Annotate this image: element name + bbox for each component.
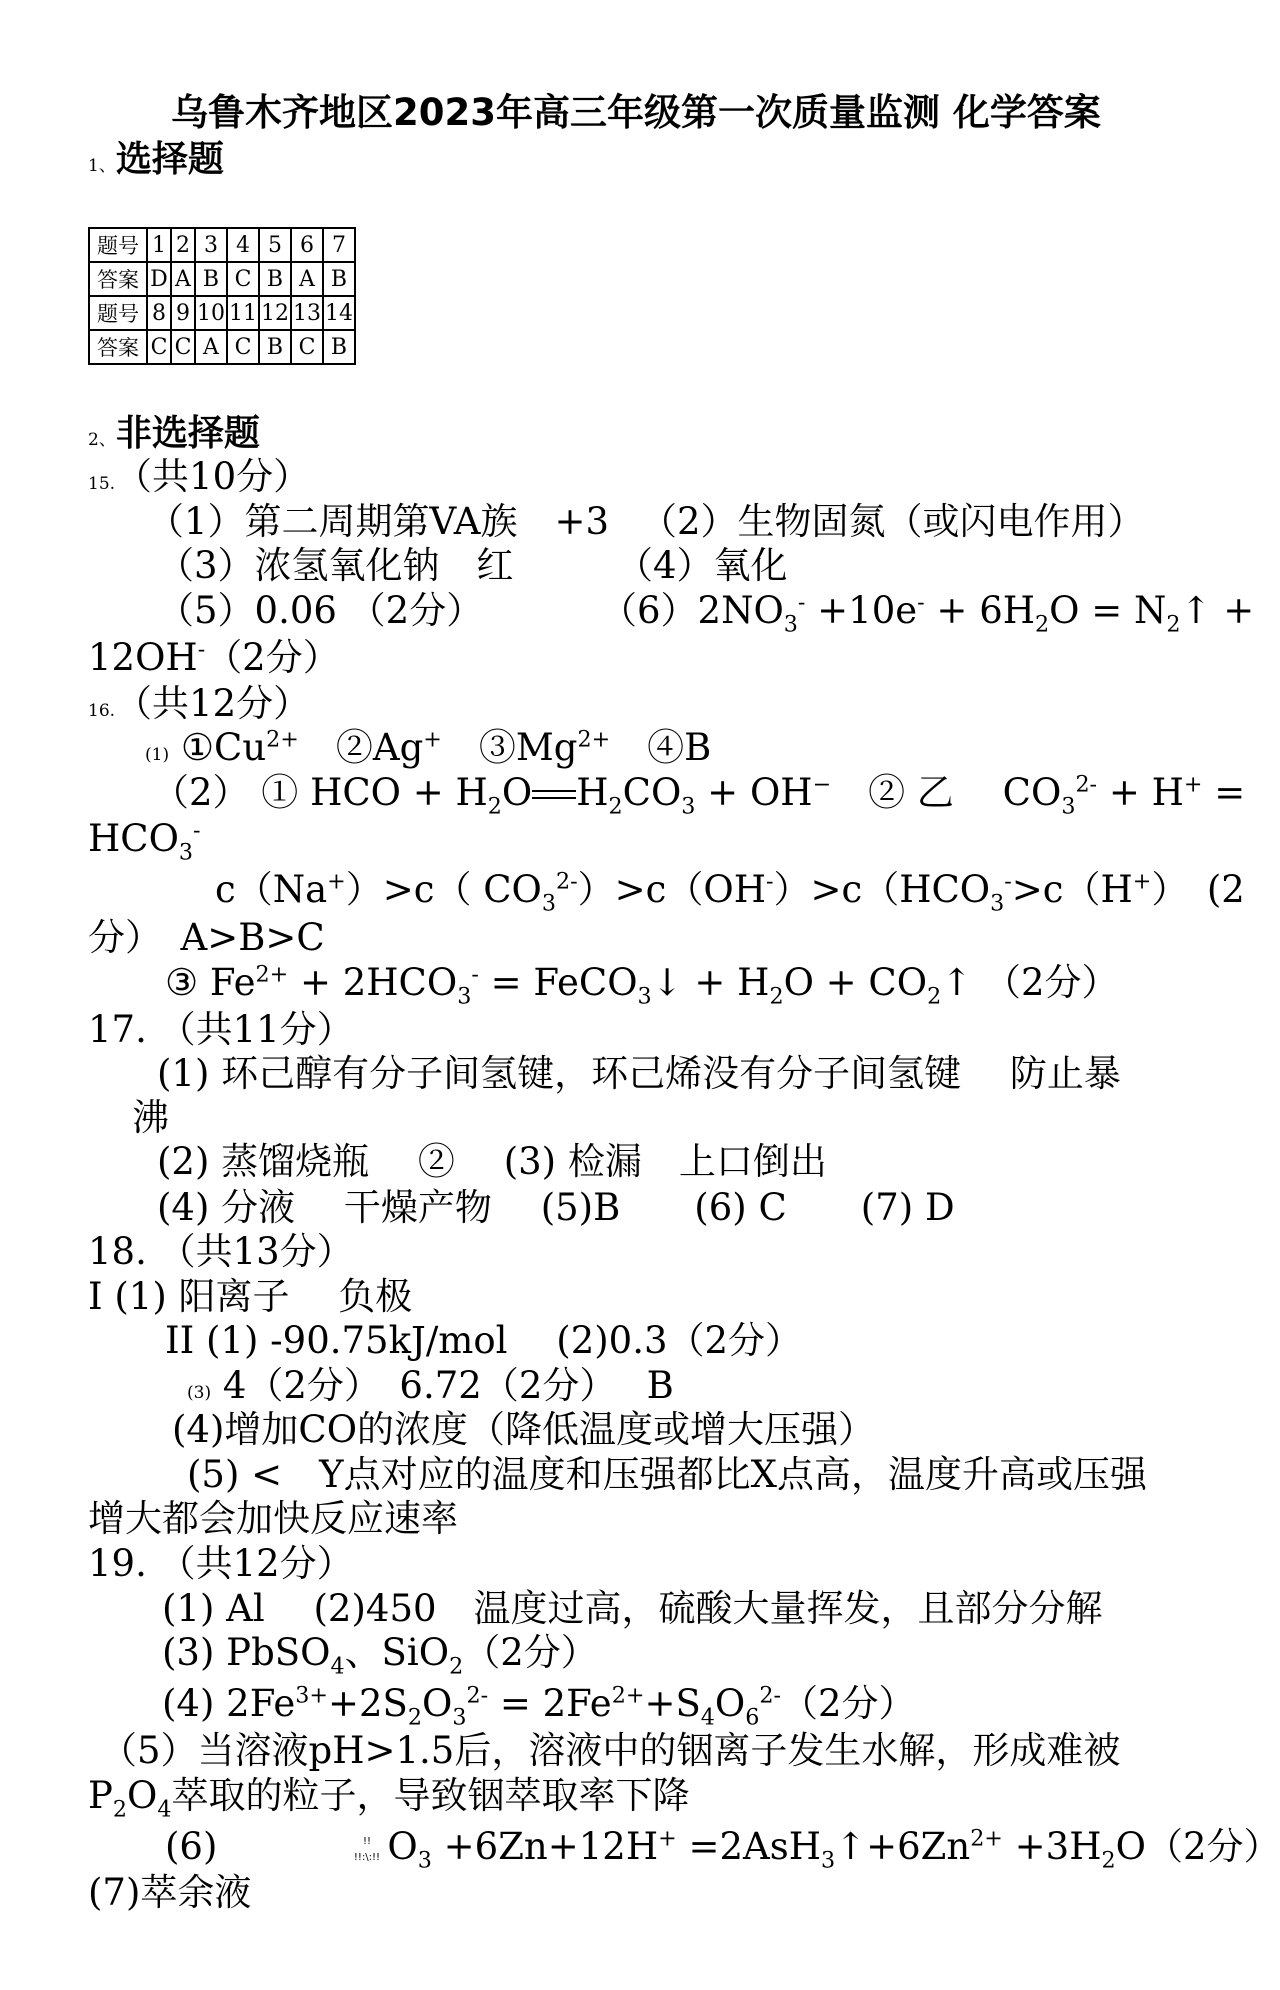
q16-answer-2-cont: $HCO_3^-$ (88, 817, 201, 866)
q16-answer-2: （2） ① HCO + $H_2O$ $H_2CO_3 + OH^-$ ② 乙 $CO_3^{2-} + H^+$ = (152, 771, 1246, 820)
q18-part2-5-cont: 增大都会加快反应速率 (88, 1497, 458, 1540)
svg-text:!!: !! (363, 1835, 372, 1847)
table-cell: B (259, 262, 291, 296)
table-cell: 10 (195, 296, 227, 330)
table-cell: 1 (147, 228, 171, 262)
table-cell: 6 (291, 228, 323, 262)
q16-answer-3: ③ $Fe^{2+} + 2HCO_3^-$ = FeCO$_3$↓ + $H_2O$ + $CO_2↑$ （2分） (165, 961, 1119, 1010)
table-cell: B (259, 330, 291, 364)
table-cell: A (291, 262, 323, 296)
q18-part2-3: (3) 4（2分） 6.72（2分） B (187, 1364, 674, 1407)
q19-answer-1: (1) Al (2)450 温度过高，硫酸大量挥发，且部分分解 (162, 1587, 1103, 1630)
q19-answer-5-cont: $P_2O_4$萃取的粒子，导致铟萃取率下降 (88, 1774, 690, 1823)
table-cell: 8 (147, 296, 171, 330)
table-cell: 3 (195, 228, 227, 262)
section-label: 选择题 (115, 139, 224, 180)
q19-answer-6: (6) !! !!:\:!! $O_3 +6Zn+12H^+$ $=2AsH_3↑+6Zn^{2+} +3H_2O(2$分） (165, 1825, 1280, 1874)
section-heading-choice (88, 138, 224, 187)
multiple-choice-answer-table (88, 227, 356, 365)
garbled-formula-glyph-icon (347, 1830, 387, 1870)
section-number: 1、 (88, 156, 116, 176)
section-number: 2、 (88, 430, 116, 450)
q18-part2-5: (5) < Y点对应的温度和压强都比X点高，温度升高或压强 (187, 1453, 1147, 1496)
table-cell: 11 (227, 296, 259, 330)
table-cell: 14 (323, 296, 355, 330)
q17-answer-1: (1) 环己醇有分子间氢键，环己烯没有分子间氢键 防止暴 (157, 1052, 1121, 1095)
q18-part2: II (1) -90.75kJ/mol (2)0.3（2分） (165, 1319, 803, 1362)
table-cell: C (147, 330, 171, 364)
table-cell: A (195, 330, 227, 364)
q15-heading: 15.（共10分） (88, 455, 311, 498)
table-cell: 13 (291, 296, 323, 330)
equilibrium-arrow-icon (532, 786, 576, 806)
page-title: 乌鲁木齐地区2023年高三年级第一次质量监测 化学答案 (171, 91, 1101, 134)
question-number-row (89, 228, 355, 262)
table-cell: B (323, 330, 355, 364)
q15-answer-2: （2）生物固氮（或闪电作用） (640, 500, 1145, 543)
table-cell: C (227, 330, 259, 364)
svg-text:!!:\:!!: !!:\:!! (354, 1851, 381, 1863)
q17-heading: 17. （共11分） (88, 1008, 354, 1051)
row-header-cell: 答案 (89, 330, 147, 364)
q19-answer-3: (3) PbSO$_4$、SiO$_2$（2分） (162, 1631, 598, 1680)
table-cell: C (171, 330, 195, 364)
row-header-cell: 题号 (89, 296, 147, 330)
table-cell: C (227, 262, 259, 296)
table-cell: 5 (259, 228, 291, 262)
q17-answer-1-cont: 沸 (132, 1096, 169, 1139)
q19-answer-5: （5）当溶液pH>1.5后，溶液中的铟离子发生水解，形成难被 (100, 1729, 1121, 1772)
q17-answer-2: (2) 蒸馏烧瓶 ② (3) 检漏 上口倒出 (157, 1140, 827, 1183)
q15-answer-5: （5）0.06 （2分） (157, 589, 484, 632)
table-cell: 9 (171, 296, 195, 330)
q15-answer-3: （3）浓氢氧化钠 红 (157, 544, 514, 587)
q15-answer-1: （1）第二周期第VA族 +3 (147, 500, 610, 543)
table-cell: B (323, 262, 355, 296)
q17-answer-4: (4) 分液 干燥产物 (5)B (6) C (7) D (157, 1186, 955, 1229)
table-cell: 12 (259, 296, 291, 330)
row-header-cell: 题号 (89, 228, 147, 262)
q15-answer-6-cont: 12OH-（2分） (88, 636, 340, 679)
row-header-cell: 答案 (89, 262, 147, 296)
question-number-row (89, 296, 355, 330)
q18-heading: 18. （共13分） (88, 1230, 354, 1273)
q15-answer-6: $(6)2NO_3^- +10e^- + 6H_2O$ = $N_2↑$ + (600, 589, 1255, 638)
table-cell: 4 (227, 228, 259, 262)
q16-ion-order: c（Na+）>c（ $CO_3^{2-})>c(OH^-)>c(HCO_3^->c(H^+)$ (2 (215, 868, 1245, 917)
answer-row (89, 330, 355, 364)
q19-answer-4: (4) $2Fe^{3+}+2S_2O_3^{2-} = 2Fe^{2+}+S_4O_6^{2-}(2$分） (162, 1682, 916, 1731)
section-label: 非选择题 (115, 413, 260, 454)
table-cell: D (147, 262, 171, 296)
q18-part1: I (1) 阳离子 负极 (88, 1275, 413, 1318)
q15-answer-4: （4）氧化 (616, 544, 788, 587)
table-cell: 2 (171, 228, 195, 262)
section-heading-nonchoice (88, 412, 260, 461)
q16-answer-1: (1) $①Cu^{2+}$ ②Ag+ $③Mg^{2+}$ ④B (145, 726, 712, 769)
q18-part2-4: (4)增加CO的浓度（降低温度或增大压强） (172, 1408, 876, 1451)
table-cell: B (195, 262, 227, 296)
q16-ion-order-cont: 分） A>B>C (88, 916, 325, 959)
table-cell: A (171, 262, 195, 296)
table-cell: 7 (323, 228, 355, 262)
table-cell: C (291, 330, 323, 364)
q19-answer-7: (7)萃余液 (88, 1871, 252, 1914)
q19-heading: 19. （共12分） (88, 1542, 354, 1585)
answer-row (89, 262, 355, 296)
q16-heading: 16.（共12分） (88, 682, 311, 725)
